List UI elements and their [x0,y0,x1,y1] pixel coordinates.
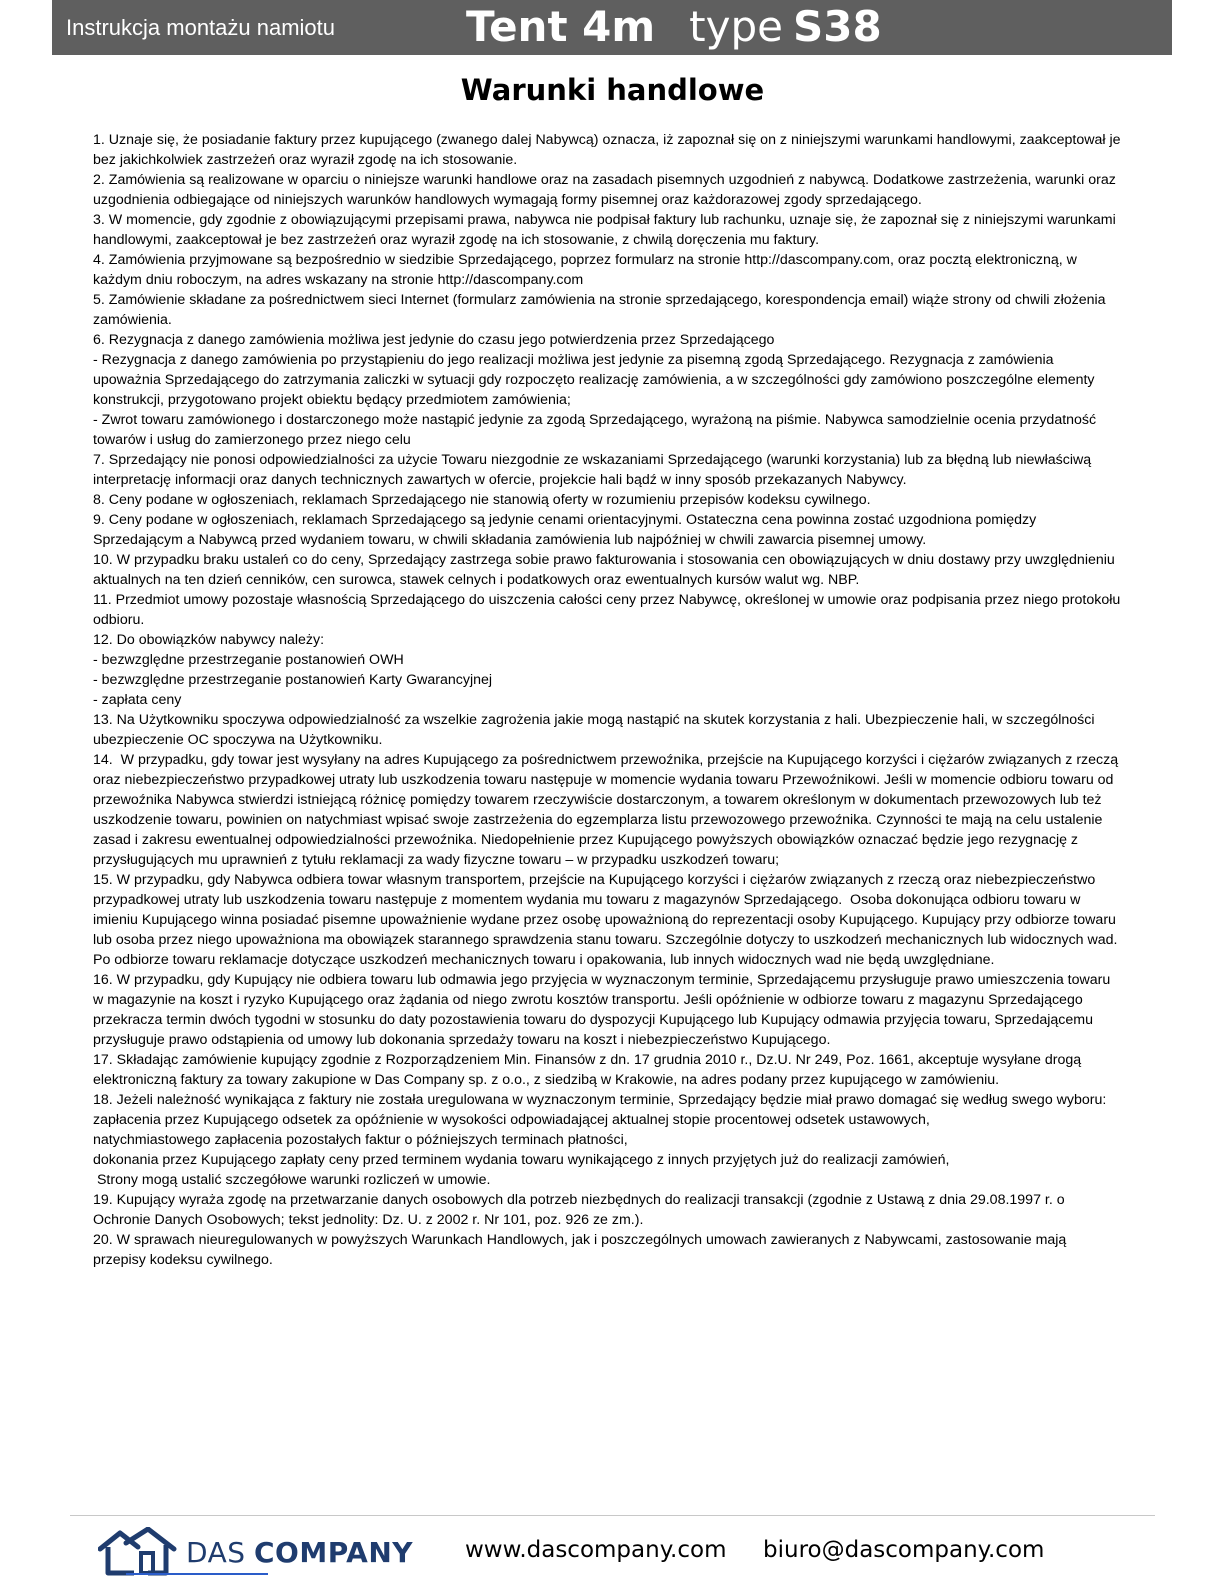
terms-paragraph: 7. Sprzedający nie ponosi odpowiedzialności za użycie Towaru niezgodnie ze wskazaniami Sprzedającego (warunki korzystania) lub za błędną lub niewłaściwą interpretację informacji oraz danych technicznych zawartych w ofercie, projekcie hali bądź w inny sposób przekazanych Nabywcy. [93,452,1096,488]
company-logo [98,1527,414,1579]
header-band [52,0,1172,55]
house-icon [98,1527,182,1577]
terms-paragraph: 19. Kupujący wyraża zgodę na przetwarzanie danych osobowych dla potrzeb niezbędnych do realizacji transakcji (zgodnie z Ustawą z dnia 29.08.1997 r. o Ochronie Danych Osobowych; tekst jednolity: Dz. U. z 2002 r. Nr 101, poz. 926 ze zm.). [93,1192,1069,1228]
footer-divider [70,1515,1155,1516]
terms-paragraph: 2. Zamówienia są realizowane w oparciu o niniejsze warunki handlowe oraz na zasadach pisemnych uzgodnień z nabywcą. Dodatkowe zastrzeżenia, warunki oraz uzgodnienia odbiegające od niniejszych warunków handlowych wymagają formy pisemnej oraz każdorazowej zgody sprzedającego. [93,172,1120,208]
terms-paragraph: 17. Składając zamówienie kupujący zgodnie z Rozporządzeniem Min. Finansów z dn. 17 grudnia 2010 r., Dz.U. Nr 249, Poz. 1661, akceptuje wysyłane drogą elektroniczną faktury za towary zakupione w Das Company sp. z o.o., z siedzibą w Krakowie, na adres podany przez kupującego w zamówieniu. [93,1052,1086,1088]
terms-paragraph: dokonania przez Kupującego zapłaty ceny przed terminem wydania towaru wynikającego z innych przyjętych już do realizacji zamówień, [93,1152,950,1168]
header-product-title [466,2,882,51]
terms-paragraph: zapłacenia przez Kupującego odsetek za opóźnienie w wysokości odpowiadającej aktualnej stopie procentowej odsetek ustawowych, [93,1112,930,1128]
terms-paragraph: 12. Do obowiązków nabywcy należy: [93,632,325,648]
terms-paragraph: 13. Na Użytkowniku spoczywa odpowiedzialność za wszelkie zagrożenia jakie mogą nastąpić na skutek korzystania z hali. Ubezpieczenie hali, w szczególności ubezpieczenie OC spoczywa na Użytkowniku. [93,712,1099,748]
terms-paragraph: 16. W przypadku, gdy Kupujący nie odbiera towaru lub odmawia jego przyjęcia w wyznaczonym terminie, Sprzedającemu przysługuje prawo umieszczenia towaru w magazynie na koszt i ryzyko Kupującego oraz żądania od niego zwrotu kosztów transportu. Jeśli opóźnienie w odbiorze towaru z magazynu Sprzedającego przekracza termin dwóch tygodni w stosunku do daty pozostawienia towaru do dyspozycji Kupującego lub Kupujący odmawia przyjęcia towaru, Sprzedającemu przysługuje prawo odstąpienia od umowy lub dokonania sprzedaży towaru na koszt i niebezpieczeństwo Kupującego. [93,972,1115,1048]
terms-paragraph: 3. W momencie, gdy zgodnie z obowiązującymi przepisami prawa, nabywca nie podpisał faktury lub rachunku, uznaje się, że zapoznał się z niniejszymi warunkami handlowymi, zaakceptował je bez zastrzeżeń oraz wyraził zgodę na ich stosowanie, z chwilą doręczenia mu faktury. [93,212,1120,248]
terms-paragraph: 11. Przedmiot umowy pozostaje własnością Sprzedającego do uiszczenia całości ceny przez Nabywcę, określonej w umowie oraz podpisania przez niego protokołu odbioru. [93,592,1125,628]
terms-paragraph: - zapłata ceny [93,692,182,708]
terms-paragraph: natychmiastowego zapłacenia pozostałych faktur o późniejszych terminach płatności, [93,1132,628,1148]
terms-paragraph: 8. Ceny podane w ogłoszeniach, reklamach Sprzedającego nie stanowią oferty w rozumieniu przepisów kodeksu cywilnego. [93,492,871,508]
logo-underline [126,1573,268,1575]
product-model: S38 [792,2,882,51]
section-title: Warunki handlowe [460,73,765,107]
footer-email[interactable]: biuro@dascompany.com [763,1537,1045,1563]
terms-paragraph: - Zwrot towaru zamówionego i dostarczonego może nastąpić jedynie za zgodą Sprzedającego, wyrażoną na piśmie. Nabywca samodzielnie ocenia przydatność towarów i usług do zamierzonego przez niego celu [93,412,1101,448]
product-name: Tent 4m [466,2,656,51]
terms-paragraph: 15. W przypadku, gdy Nabywca odbiera towar własnym transportem, przejście na Kupującego korzyści i ciężarów związanych z rzeczą oraz niebezpieczeństwo przypadkowej utraty lub uszkodzenia towaru następuje z momentem wydania mu towaru z magazynów Sprzedającego. Osoba dokonująca odbioru towaru w imieniu Kupującego winna posiadać pisemne upoważnienie wydane przez osobę upoważnioną do reprezentacji osoby Kupującego. Kupujący przy odbiorze towaru lub osoba przez niego upoważniona ma obowiązek starannego sprawdzenia stanu towaru. Szczególnie dotyczy to uszkodzeń mechanicznych lub widocznych wad. Po odbiorze towaru reklamacje dotyczące uszkodzeń mechanicznych towaru i opakowania, lub innych widocznych wad nie będą uwzględniane. [93,872,1122,968]
header-left-title: Instrukcja montażu namiotu [66,15,336,40]
terms-paragraph: 5. Zamówienie składane za pośrednictwem sieci Internet (formularz zamówienia na stronie sprzedającego, korespondencja email) wiąże strony od chwili złożenia zamówienia. [93,292,1110,328]
product-type-word: type [689,2,783,51]
terms-paragraph: 10. W przypadku braku ustaleń co do ceny, Sprzedający zastrzega sobie prawo fakturowania i stosowania cen obowiązujących w dniu dostawy przy uwzględnieniu aktualnych na ten dzień cenników, cen surowca, stawek celnych i podatkowych oraz ewentualnych kursów walut wg. NBP. [93,552,1119,588]
footer-website[interactable]: www.dascompany.com [465,1537,727,1563]
terms-paragraph: 18. Jeżeli należność wynikająca z faktury nie została uregulowana w wyznaczonym terminie, Sprzedający będzie miał prawo domagać się według swego wyboru: [93,1092,1107,1108]
logo-text-das: DAS [186,1536,246,1569]
terms-paragraph: 9. Ceny podane w ogłoszeniach, reklamach Sprzedającego są jedynie cenami orientacyjnymi. Ostateczna cena powinna zostać uzgodniona pomiędzy Sprzedającym a Nabywcą przed wydaniem towaru, w chwili składania zamówienia lub najpóźniej w chwili zawarcia pisemnej umowy. [93,512,1041,548]
terms-paragraph: 14. W przypadku, gdy towar jest wysyłany na adres Kupującego za pośrednictwem przewoźnika, przejście na Kupującego korzyści i ciężarów związanych z rzeczą oraz niebezpieczeństwo przypadkowej utraty lub uszkodzenia towaru następuje w momencie wydania towaru Przewoźnikowi. Jeśli w momencie odbioru towaru od przewoźnika Nabywca stwierdzi istniejącą różnicę pomiędzy towarem rzeczywiście dostarczonym, a towarem określonym w dokumentach przewozowych lub też uszkodzenie towaru, powinien on natychmiast wpisać swoje zastrzeżenia do egzemplarza listu przewozowego przewoźnika. Czynności te mają na celu ustalenie zasad i zakresu ewentualnej odpowiedzialności przewoźnika. Niedopełnienie przez Kupującego powyższych obowiązków oznaczać będzie jego rezygnację z przysługujących mu uprawnień z tytułu reklamacji za wady fizyczne towaru – w przypadku uszkodzeń towaru; [93,752,1123,868]
terms-paragraph: Strony mogą ustalić szczegółowe warunki rozliczeń w umowie. [93,1172,491,1188]
terms-paragraph: 1. Uznaje się, że posiadanie faktury przez kupującego (zwanego dalej Nabywcą) oznacza, iż zapoznał się on z niniejszymi warunkami handlowymi, zaakceptował je bez jakichkolwiek zastrzeżeń oraz wyraził zgodę na ich stosowanie. [93,132,1125,168]
logo-text-company: COMPANY [254,1536,414,1569]
terms-list [93,130,1123,1270]
terms-paragraph: - bezwzględne przestrzeganie postanowień OWH [93,652,404,668]
terms-paragraph: 4. Zamówienia przyjmowane są bezpośrednio w siedzibie Sprzedającego, poprzez formularz na stronie http://dascompany.com, oraz pocztą elektroniczną, w każdym dniu roboczym, na adres wskazany na stronie http://dascompany.com [93,252,1081,288]
terms-paragraph: 20. W sprawach nieuregulowanych w powyższych Warunkach Handlowych, jak i poszczególnych umowach zawieranych z Nabywcami, zastosowanie mają przepisy kodeksu cywilnego. [93,1232,1071,1268]
terms-paragraph: - Rezygnacja z danego zamówienia po przystąpieniu do jego realizacji możliwa jest jedynie za pisemną zgodą Sprzedającego. Rezygnacja z zamówienia upoważnia Sprzedającego do zatrzymania zaliczki w sytuacji gdy rozpoczęto realizację zamówienia, a w szczególności gdy zamówiono poszczególne elementy konstrukcji, przygotowano projekt obiektu będący przedmiotem zamówienia; [93,352,1099,408]
terms-paragraph: - bezwzględne przestrzeganie postanowień Karty Gwarancyjnej [93,672,493,688]
terms-paragraph: 6. Rezygnacja z danego zamówienia możliwa jest jedynie do czasu jego potwierdzenia przez Sprzedającego [93,332,775,348]
